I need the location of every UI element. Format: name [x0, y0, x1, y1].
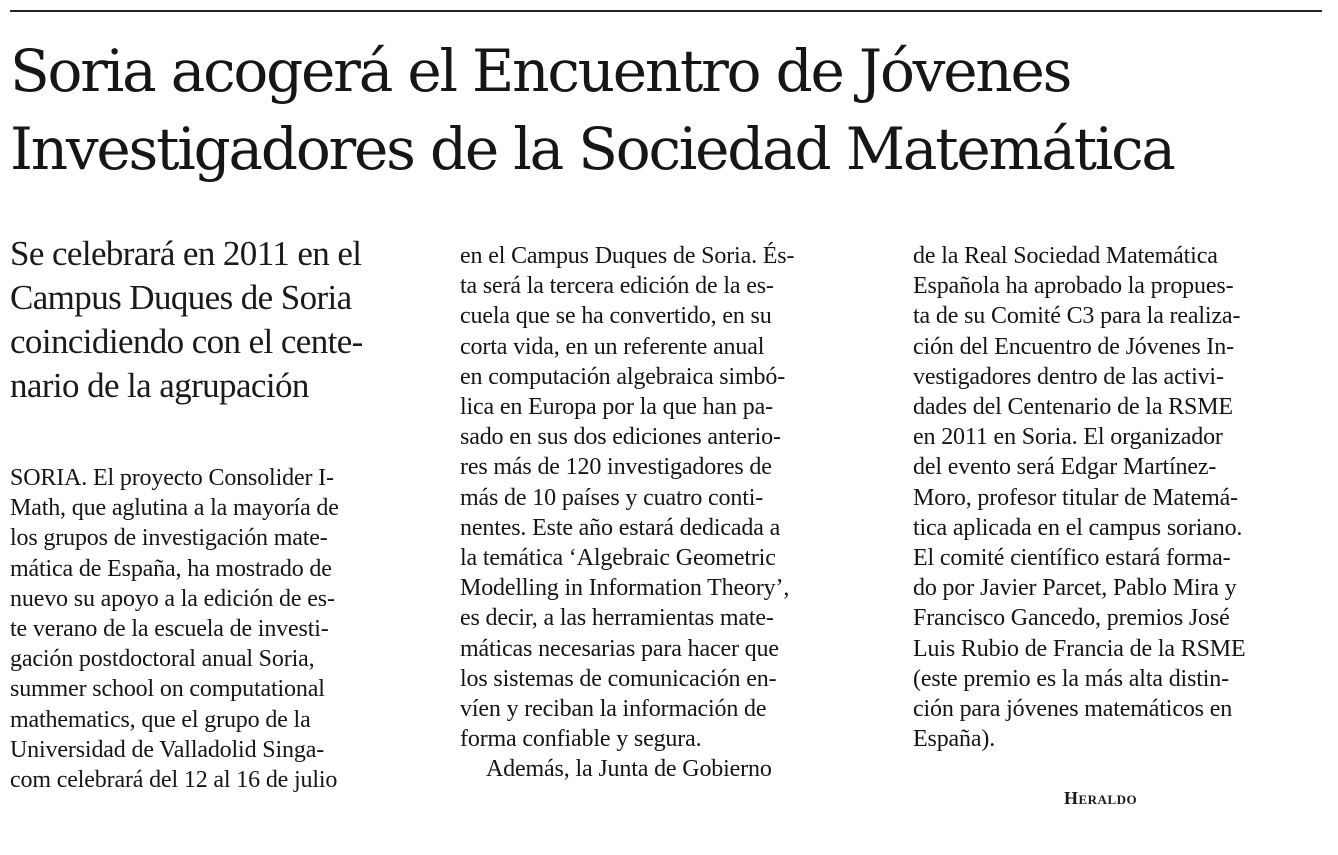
column-line: los grupos de investigación mate-	[10, 525, 328, 552]
column-line: más de 10 países y cuatro conti-	[460, 484, 764, 511]
column-line: Además, la Junta de Gobierno	[486, 756, 772, 783]
column-line: El comité científico estará forma-	[913, 545, 1231, 572]
subheadline-line: Campus Duques de Soria	[10, 278, 352, 317]
column-line: sado en sus dos ediciones anterio-	[460, 424, 781, 451]
column-line: de la Real Sociedad Matemática	[913, 243, 1218, 269]
column-line: te verano de la escuela de investi-	[10, 616, 329, 643]
column-line: Moro, profesor titular de Matemá-	[913, 484, 1238, 511]
column-line: ta será la tercera edición de la es-	[460, 273, 774, 300]
column-line: ción para jóvenes matemáticos en	[913, 696, 1233, 723]
column-line: Española ha aprobado la propues-	[913, 273, 1234, 300]
top-rule	[10, 10, 1322, 12]
column-line: vestigadores dentro de las activi-	[913, 363, 1224, 390]
source-signature: Heraldo	[1064, 788, 1138, 808]
column-line: víen y reciban la información de	[460, 696, 767, 723]
column-line: nentes. Este año estará dedicada a	[460, 514, 781, 541]
column-line: Math, que aglutina a la mayoría de	[10, 495, 339, 522]
column-line: Modelling in Information Theory’,	[460, 575, 790, 602]
column-line: la temática ‘Algebraic Geometric	[460, 545, 776, 572]
headline	[10, 32, 1330, 188]
subheadline-line: coincidiendo con el cente-	[10, 322, 363, 361]
column-line: lica en Europa por la que han pa-	[460, 394, 773, 421]
column-line: mathematics, que el grupo de la	[10, 706, 311, 733]
column-line: del evento será Edgar Martínez-	[913, 454, 1217, 481]
column-line: en 2011 en Soria. El organizador	[913, 424, 1223, 451]
column-line: ción del Encuentro de Jóvenes In-	[913, 333, 1234, 360]
column-line: do por Javier Parcet, Pablo Mira y	[913, 575, 1237, 602]
article-column-3	[913, 241, 1328, 754]
column-line: mática de España, ha mostrado de	[10, 555, 332, 582]
column-line: (este premio es la más alta distin-	[913, 665, 1229, 692]
column-line: summer school on computational	[10, 676, 325, 703]
column-line: Luis Rubio de Francia de la RSME	[913, 635, 1246, 662]
subheadline-line: Se celebrará en 2011 en el	[10, 234, 362, 273]
column-line: España).	[913, 726, 996, 753]
column-line: nuevo su apoyo a la edición de es-	[10, 585, 335, 612]
column-line: en el Campus Duques de Soria. És-	[460, 243, 795, 269]
column-line: forma confiable y segura.	[460, 726, 702, 753]
column-line: Universidad de Valladolid Singa-	[10, 736, 325, 763]
column-line: es decir, a las herramientas mate-	[460, 605, 774, 632]
column-line: res más de 120 investigadores de	[460, 454, 772, 481]
column-line: cuela que se ha convertido, en su	[460, 303, 772, 330]
subheadline-line: nario de la agrupación	[10, 366, 309, 405]
article-column-1	[10, 463, 430, 795]
column-line: gación postdoctoral anual Soria,	[10, 646, 315, 673]
column-line: Francisco Gancedo, premios José	[913, 605, 1230, 632]
article-column-2	[460, 241, 880, 785]
column-line: en computación algebraica simbó-	[460, 363, 786, 390]
headline-line: Soria acogerá el Encuentro de Jóvenes	[10, 37, 1071, 105]
headline-line: Investigadores de la Sociedad Matemática	[10, 115, 1174, 183]
column-line: SORIA. El proyecto Consolider I-	[10, 465, 334, 491]
column-line: corta vida, en un referente anual	[460, 333, 765, 360]
column-line: ta de su Comité C3 para la realiza-	[913, 303, 1241, 330]
column-line: dades del Centenario de la RSME	[913, 394, 1233, 421]
column-line: máticas necesarias para hacer que	[460, 635, 779, 662]
column-line: los sistemas de comunicación en-	[460, 665, 777, 692]
subheadline	[10, 232, 440, 408]
column-line: tica aplicada en el campus soriano.	[913, 514, 1243, 541]
column-line: com celebrará del 12 al 16 de julio	[10, 767, 338, 794]
